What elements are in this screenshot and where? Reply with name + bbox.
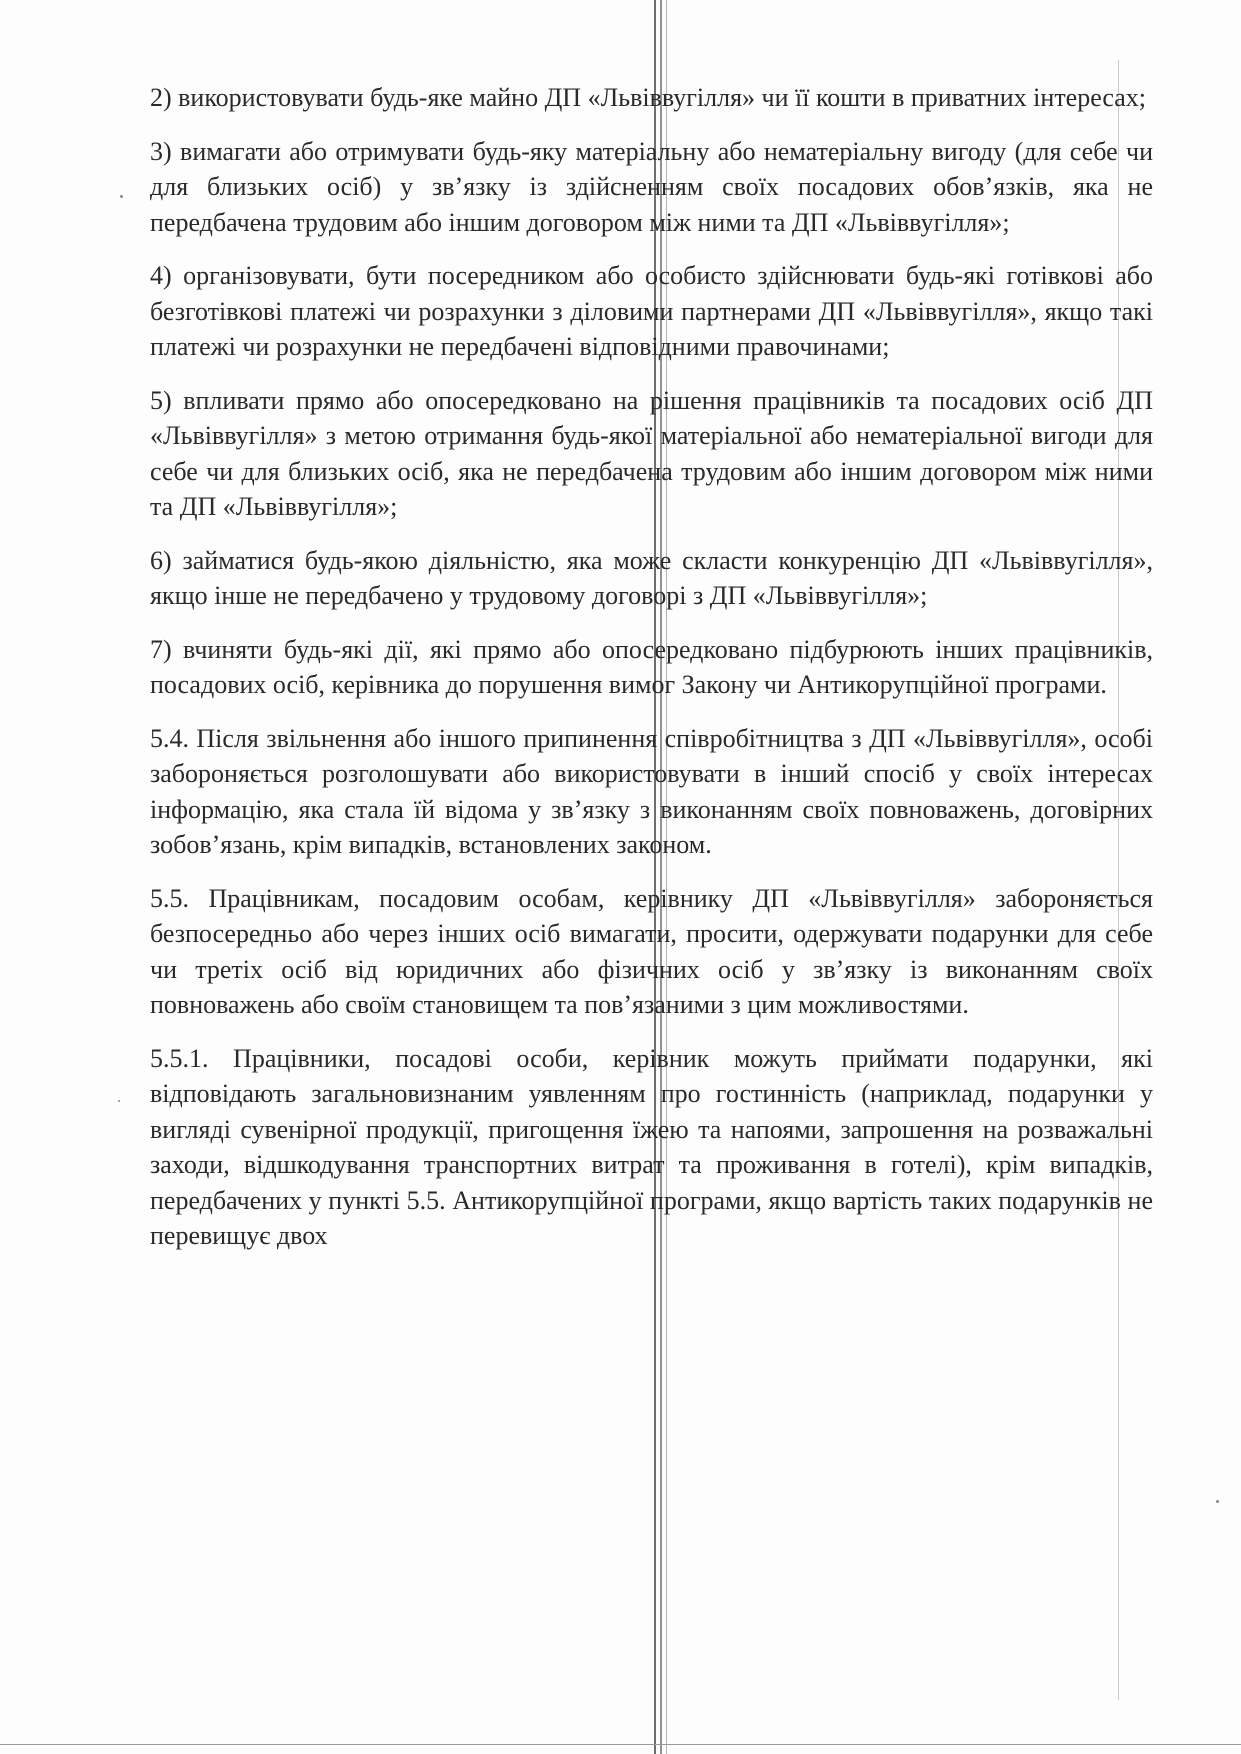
list-item-4: 4) організовувати, бути посередником або особисто здійснювати будь-які готівкові або безготівкові платежі чи розрахунки з діловими партнерами ДП «Львіввугілля», якщо такі платежі чи розрахунки не передбачені відповідними правочинами;	[150, 261, 1153, 361]
list-item-2: 2) використовувати будь-яке майно ДП «Львіввугілля» чи її кошти в приватних інтересах;	[150, 83, 1147, 112]
document-body	[150, 80, 1153, 1272]
list-item-7: 7) вчиняти будь-які дії, які прямо або опосередковано підбурюють інших працівників, посадових осіб, керівника до порушення вимог Закону чи Антикорупційної програми.	[150, 634, 1153, 699]
scan-bottom-edge	[0, 1744, 1241, 1745]
scan-speck	[118, 1100, 120, 1102]
list-item-6: 6) займатися будь-якою діяльністю, яка може скласти конкуренцію ДП «Львіввугілля», якщо інше не передбачено у трудовому договорі з ДП «Львіввугілля»;	[150, 545, 1153, 610]
scan-speck	[1216, 1500, 1219, 1503]
list-item-5: 5) впливати прямо або опосередковано на рішення працівників та посадових осіб ДП «Львіввугілля» з метою отримання будь-якої матеріальної або нематеріальної вигоди для себе чи для близьких осіб, яка не передбачена трудовим або іншим договором між ними та ДП «Львіввугілля»;	[150, 385, 1153, 521]
section-5-4: 5.4. Після звільнення або іншого припинення співробітництва з ДП «Львіввугілля», особі забороняється розголошувати або використовувати в інший спосіб у своїх інтересах інформацію, яка стала їй відома у зв’язку з виконанням своїх повноважень, договірних зобов’язань, крім випадків, встановлених законом.	[150, 723, 1153, 859]
section-5-5: 5.5. Працівникам, посадовим особам, керівнику ДП «Львіввугілля» забороняється безпосередньо або через інших осіб вимагати, просити, одержувати подарунки для себе чи третіх осіб від юридичних або фізичних осіб у зв’язку із виконанням своїх повноважень або своїм становищем та пов’язаними з цим можливостями.	[150, 883, 1153, 1019]
scan-speck	[120, 195, 123, 198]
section-5-5-1: 5.5.1. Працівники, посадові особи, керівник можуть приймати подарунки, які відповідають загальновизнаним уявленням про гостинність (наприклад, подарунки у вигляді сувенірної продукції, пригощення їжею та напоями, запрошення на розважальні заходи, відшкодування транспортних витрат та проживання в готелі), крім випадків, передбачених у пункті 5.5. Антикорупційної програми, якщо вартість таких подарунків не перевищує двох	[150, 1043, 1153, 1250]
list-item-3: 3) вимагати або отримувати будь-яку матеріальну або нематеріальну вигоду (для себе чи для близьких осіб) у зв’язку із здійсненням своїх посадових обов’язків, яка не передбачена трудовим або іншим договором між ними та ДП «Львіввугілля»;	[150, 136, 1153, 237]
